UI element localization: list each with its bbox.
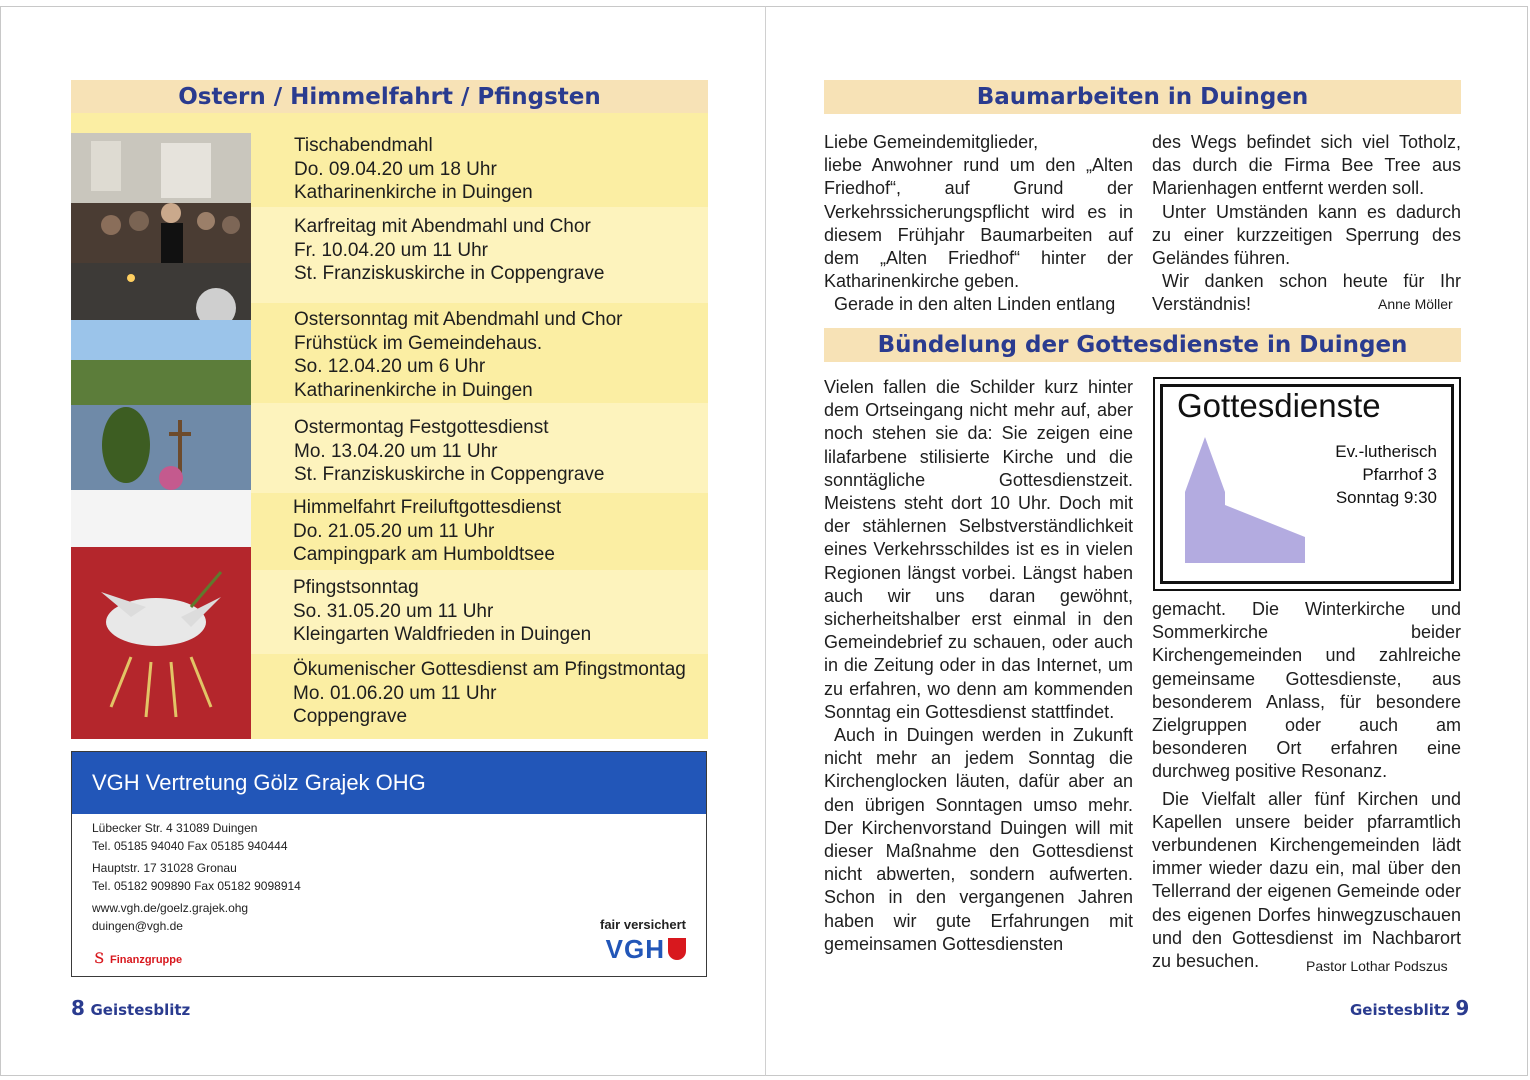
event-line: Do. 21.05.20 um 11 Uhr [293, 520, 495, 542]
paragraph: Auch in Duingen werden in Zukunft nicht mehr an jedem Sonntag die Kirchenglocken läuten, dafür aber an den übrigen Sonntagen umso mehr. Der Kirchenvorstand Duingen will mit dieser Maßnahme den Gottesdienst nicht abwerten, sondern aufwerten. Schon in den vergangenen Jahren haben wir gute Erfahrungen mit gemeinsamen Gottesdiensten [824, 725, 1133, 954]
event-line: St. Franziskuskirche in Coppengrave [294, 464, 605, 485]
ad-address-duingen: Lübecker Str. 4 31089 Duingen [92, 821, 258, 835]
sign-line-confession: Ev.-lutherisch [1335, 442, 1437, 461]
church-icon [1180, 437, 1310, 563]
sign-title: Gottesdienste [1177, 387, 1381, 424]
event-tischabendmahl [251, 133, 708, 207]
event-pfingstmontag [251, 654, 708, 739]
event-himmelfahrt [251, 493, 708, 570]
event-line: Coppengrave [293, 706, 408, 727]
ad-email[interactable]: duingen@vgh.de [92, 918, 183, 933]
buendelung-title: Bündelung der Gottesdienste in Duingen [824, 328, 1461, 362]
event-pfingstsonntag [251, 570, 708, 654]
right-footer [1350, 996, 1469, 1020]
paragraph: Vielen fallen die Schilder kurz hinter dem Ortseingang nicht mehr auf, aber noch stehen sie da: Sie zeigen eine lilafarbene stilisierte Kirche und die sonntägliche Gottesdienstzeit. Meistens steht dort 10 Uhr. Doch mit der stählernen Selbstverständlichkeit eines Verkehrsschildes ist es in vielen Regionen längst vorbei. Längst haben auch wir uns daran gewöhnt, sicherheitshalber erst einmal in den Gemeindebrief zu schauen, oder auch in die Zeitung oder in das Internet, um zu erfahren, wo denn am kommenden Sonntag ein Gottesdienst stattfindet. [824, 377, 1133, 722]
event-line: Ostermontag Festgottesdienst [294, 417, 549, 438]
event-ostermontag [251, 403, 708, 493]
event-line: Frühstück im Gemeindehaus. [294, 332, 543, 354]
ad-address-gronau: Hauptstr. 17 31028 Gronau [92, 861, 237, 875]
paragraph: des Wegs befindet sich viel Totholz, das durch die Firma Bee Tree aus Marienhagen entfernt werden soll. [1152, 132, 1461, 199]
vgh-advertisement [71, 751, 707, 977]
event-line: Campingpark am Humboldtsee [293, 544, 555, 565]
magazine-name: Geistesblitz [1350, 1001, 1450, 1019]
paragraph: Unter Umständen kann es dadurch zu einer kurzzeitigen Sperrung des Geländes führen. [1152, 201, 1461, 269]
events-title: Ostern / Himmelfahrt / Pfingsten [71, 80, 708, 114]
baumarbeiten-title: Baumarbeiten in Duingen [824, 80, 1461, 114]
vgh-logo [606, 934, 686, 965]
paragraph: Gerade in den alten Linden entlang [834, 294, 1116, 315]
paragraph: Die Vielfalt aller fünf Kirchen und Kapellen unsere beider pfarramtlich verbundenen Kirchengemeinden lädt immer wieder dazu ein, mal über den Tellerrand der eigenen Gemeinde oder des eigenen Dorfes hinwegzuschauen und den Gottesdienst im Nachbarort zu besuchen. [1152, 788, 1461, 972]
event-line: Ostersonntag mit Abendmahl und Chor [294, 309, 623, 330]
event-line: Karfreitag mit Abendmahl und Chor [294, 216, 591, 237]
event-line: Tischabendmahl [294, 135, 433, 156]
church-interior-photo [71, 133, 251, 320]
lake-cross-photo [71, 320, 251, 547]
author-anne-moeller: Anne Möller [1378, 296, 1453, 312]
sparkasse-logo [92, 948, 182, 968]
left-footer [71, 996, 190, 1020]
gottesdienste-sign [1153, 377, 1461, 591]
event-ostersonntag [251, 303, 708, 403]
paragraph: gemacht. Die Winterkirche und Sommerkirche beider Kirchengemeinden und zahlreiche gemeinsame Gottesdienste, aus besonderem Anlass, für besondere Zielgruppen oder auch am besonderen Ort erfahren eine durchweg positive Resonanz. [1152, 599, 1461, 782]
ad-phone-gronau: Tel. 05182 909890 Fax 05182 9098914 [92, 878, 301, 893]
paragraph: Wir danken schon heute für Ihr Verständnis! [1152, 271, 1461, 315]
event-line: Mo. 13.04.20 um 11 Uhr [294, 440, 498, 462]
buendelung-col1 [824, 376, 1133, 956]
sparkasse-icon: Ｓ [92, 950, 106, 966]
ad-header: VGH Vertretung Gölz Grajek OHG [72, 752, 706, 814]
event-line: Kleingarten Waldfrieden in Duingen [293, 624, 592, 645]
vgh-brand: VGH [605, 934, 665, 964]
magazine-name: Geistesblitz [90, 1001, 191, 1019]
event-line: So. 12.04.20 um 6 Uhr [294, 356, 486, 377]
ad-contact [92, 820, 301, 935]
dove-banner-photo [71, 547, 251, 739]
ad-website[interactable]: www.vgh.de/goelz.grajek.ohg [92, 901, 249, 915]
ad-phone-duingen: Tel. 05185 94040 Fax 05185 940444 [92, 838, 288, 853]
event-line: Katharinenkirche in Duingen [294, 182, 533, 203]
event-line: Katharinenkirche in Duingen [294, 379, 533, 401]
event-line: Do. 09.04.20 um 18 Uhr [294, 158, 497, 180]
sign-line-time: Sonntag 9:30 [1335, 488, 1437, 507]
event-line: Fr. 10.04.20 um 11 Uhr [294, 239, 488, 261]
horse-shield-icon [668, 938, 686, 960]
event-line: Mo. 01.06.20 um 11 Uhr [293, 682, 497, 704]
page-number: 9 [1455, 996, 1470, 1020]
baumarbeiten-col1 [824, 131, 1133, 317]
baumarbeiten-col2 [1152, 131, 1461, 317]
event-line: St. Franziskuskirche in Coppengrave [294, 263, 605, 284]
buendelung-col2 [1152, 598, 1461, 973]
event-line: Pfingstsonntag [293, 577, 419, 598]
finanzgruppe-label: Finanzgruppe [110, 954, 183, 966]
ad-slogan: fair versichert [600, 917, 686, 932]
event-karfreitag [251, 207, 708, 303]
page-number: 8 [71, 996, 85, 1020]
event-line: Ökumenischer Gottesdienst am Pfingstmontag [293, 659, 686, 680]
event-line: So. 31.05.20 um 11 Uhr [293, 600, 494, 622]
sign-line-address: Pfarrhof 3 [1362, 465, 1437, 484]
paragraph: Liebe Gemeindemitglieder, [824, 132, 1039, 152]
paragraph: liebe Anwohner rund um den „Alten Friedhof“, auf Grund der Verkehrssicherungspflicht wird es in diesem Frühjahr Baumarbeiten auf dem „Alten Friedhof“ hinter der Katharinenkirche geben. [824, 155, 1133, 292]
author-lothar-podszus: Pastor Lothar Podszus [1306, 958, 1448, 974]
event-line: Himmelfahrt Freiluftgottesdienst [293, 497, 562, 518]
